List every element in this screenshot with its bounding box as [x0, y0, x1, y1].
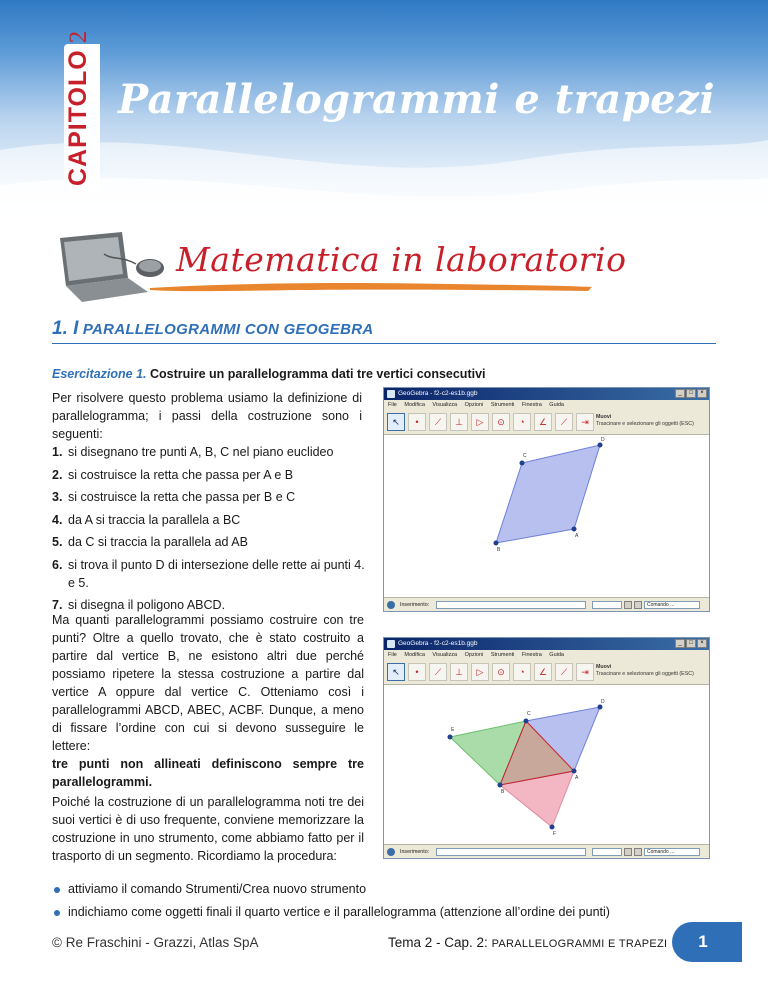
step-text: da A si traccia la parallela a BC — [68, 512, 241, 527]
point-label-e: E — [451, 727, 455, 733]
tool-bar — [384, 660, 709, 685]
input-bar — [384, 844, 709, 858]
point-label-a: A — [575, 775, 579, 781]
step-text: si disegnano tre punti A, B, C nel piano euclideo — [68, 445, 334, 459]
perpendicular-tool-icon[interactable]: ⊥ — [450, 663, 468, 681]
point-a[interactable] — [572, 527, 577, 532]
angle-tool-icon[interactable]: ∠ — [534, 663, 552, 681]
point-label-f: F — [553, 831, 557, 837]
point-label-c: C — [523, 453, 527, 459]
symbol-dropdown-icon[interactable] — [624, 601, 632, 609]
tool-hint-title: Muovi — [596, 664, 612, 670]
geogebra-app-icon — [387, 640, 395, 648]
step-number: 2. — [52, 467, 63, 482]
step-item — [52, 511, 368, 534]
chapter-label-text: CAPITOLO — [64, 49, 92, 186]
symbol-select[interactable] — [592, 601, 622, 609]
tool-hint-text: Trascinare e selezionare gli oggetti (ESC) — [596, 671, 694, 677]
window-title: GeoGebra - f2-c2-es1b.ggb — [398, 390, 478, 397]
window-titlebar — [384, 388, 709, 400]
arc-tool-icon[interactable]: ◔ — [513, 413, 531, 431]
input-label: Inserimento: — [400, 602, 430, 608]
move-tool-icon[interactable]: ↖ — [387, 663, 405, 681]
circle-tool-icon[interactable]: ⊙ — [492, 663, 510, 681]
command-select[interactable]: Comando ... — [644, 848, 700, 856]
tool-hint — [596, 414, 694, 428]
menu-visualizza[interactable]: Visualizza — [432, 402, 458, 408]
close-button[interactable]: × — [697, 389, 707, 398]
menu-file[interactable]: File — [388, 402, 397, 408]
bullet-dot — [54, 887, 60, 893]
point-tool-icon[interactable]: • — [408, 663, 426, 681]
menu-opzioni[interactable]: Opzioni — [464, 402, 484, 408]
maximize-button[interactable]: □ — [686, 389, 696, 398]
point-label-d: D — [601, 437, 605, 443]
footer-chapter-title: PARALLELOGRAMMI E TRAPEZI — [491, 938, 668, 950]
point-f[interactable] — [550, 825, 555, 830]
symbol-dropdown-icon[interactable] — [624, 848, 632, 856]
geogebra-window-1 — [383, 387, 710, 612]
step-number: 4. — [52, 512, 63, 527]
tool-hint — [596, 664, 694, 678]
laptop-mouse-photo — [52, 226, 170, 308]
bullet-text: attiviamo il comando Strumenti/Crea nuovo strumento — [68, 882, 367, 896]
input-help-icon[interactable] — [387, 848, 395, 856]
point-d[interactable] — [598, 443, 603, 448]
line-tool-icon[interactable]: ⟋ — [429, 413, 447, 431]
arc-tool-icon[interactable]: ◔ — [513, 663, 531, 681]
step-number: 1. — [52, 445, 63, 459]
lab-underline-stroke — [150, 280, 592, 294]
maximize-button[interactable]: □ — [686, 639, 696, 648]
chapter-label — [60, 29, 96, 186]
point-label-c: C — [527, 711, 531, 717]
bullet-dot — [54, 910, 60, 916]
point-b[interactable] — [494, 541, 499, 546]
minimize-button[interactable]: _ — [675, 639, 685, 648]
section-number: 1. I — [52, 318, 79, 339]
greek-dropdown-icon[interactable] — [634, 848, 642, 856]
procedure-bullets — [52, 880, 610, 926]
step-text: si costruisce la retta che passa per B e C — [68, 490, 296, 504]
conclusion-bold: tre punti non allineati definiscono sempre tre parallelogrammi. — [52, 757, 364, 789]
tool-hint-title: Muovi — [596, 414, 612, 420]
tool-bar — [384, 410, 709, 435]
step-item — [52, 556, 368, 596]
parallelogram-abcd — [496, 445, 600, 543]
perpendicular-tool-icon[interactable]: ⊥ — [450, 413, 468, 431]
menu-modifica[interactable]: Modifica — [404, 402, 425, 408]
intro-paragraph: Per risolvere questo problema usiamo la definizione di parallelogramma; i passi della costruzione sono i seguenti: — [52, 391, 362, 441]
command-select[interactable]: Comando ... — [644, 601, 700, 609]
line-tool-icon[interactable]: ⟋ — [429, 663, 447, 681]
slider-tool-icon[interactable]: ⇥ — [576, 663, 594, 681]
slider-tool-icon[interactable]: ⇥ — [576, 413, 594, 431]
graphics-view[interactable] — [384, 685, 709, 845]
point-tool-icon[interactable]: • — [408, 413, 426, 431]
graphics-view[interactable] — [384, 435, 709, 597]
footer-copyright: © Re Fraschini - Grazzi, Atlas SpA — [52, 935, 259, 950]
exercise-title: Costruire un parallelogramma dati tre vertici consecutivi — [149, 367, 486, 381]
step-number: 5. — [52, 535, 63, 549]
parallelogram-count-paragraph — [52, 611, 364, 791]
paragraph2-text: Ma quanti parallelogrammi possiamo costruire con tre punti? Oltre a quello trovato, che è stato costruito a partire dal vertice B, ne esistono altri due perché possiamo ripetere la stessa costruzione a partire dal vertice A oppure dal vertice C. Otteniamo così i parallelogrammi ABCD, ABEC, ACBF. Dunque, a meno di fissare l’ordine con cui si devono susseguire le lettere: — [52, 613, 364, 753]
close-button[interactable]: × — [697, 639, 707, 648]
menu-strumenti[interactable]: Strumenti — [490, 652, 515, 658]
step-item — [52, 466, 368, 489]
window-buttons — [675, 389, 707, 398]
menu-bar — [384, 650, 709, 660]
input-label: Inserimento: — [400, 849, 430, 855]
section-title: PARALLELOGRAMMI CON GEOGEBRA — [82, 321, 374, 338]
window-titlebar — [384, 638, 709, 650]
circle-tool-icon[interactable]: ⊙ — [492, 413, 510, 431]
point-label-b: B — [501, 789, 505, 795]
angle-tool-icon[interactable]: ∠ — [534, 413, 552, 431]
menu-opzioni[interactable]: Opzioni — [464, 652, 484, 658]
reflect-tool-icon[interactable]: ⟋ — [555, 663, 573, 681]
step-number: 3. — [52, 490, 63, 504]
menu-finestra[interactable]: Finestra — [521, 652, 542, 658]
construction-steps — [52, 443, 368, 618]
menu-strumenti[interactable]: Strumenti — [490, 402, 515, 408]
menu-file[interactable]: File — [388, 652, 397, 658]
input-bar — [384, 597, 709, 611]
menu-guida[interactable]: Guida — [549, 402, 564, 408]
input-help-icon[interactable] — [387, 601, 395, 609]
symbol-select[interactable] — [592, 848, 622, 856]
point-e[interactable] — [448, 735, 453, 740]
tool-hint-text: Trascinare e selezionare gli oggetti (ESC) — [596, 421, 694, 427]
step-item — [52, 488, 368, 511]
window-title: GeoGebra - f2-c2-es1b.ggb — [398, 640, 478, 647]
polygon-tool-icon[interactable]: ▷ — [471, 663, 489, 681]
point-label-a: A — [575, 533, 579, 539]
menu-modifica[interactable]: Modifica — [404, 652, 425, 658]
step-number: 7. — [52, 597, 63, 612]
window-buttons — [675, 639, 707, 648]
point-d[interactable] — [598, 705, 603, 710]
page-number: 1 — [672, 922, 742, 962]
step-item — [52, 533, 368, 556]
step-text: si costruisce la retta che passa per A e B — [68, 467, 294, 482]
point-label-b: B — [497, 547, 501, 553]
point-label-d: D — [601, 699, 605, 705]
bullet-item — [52, 903, 610, 926]
step-text: si disegna il poligono ABCD. — [68, 597, 226, 612]
menu-visualizza[interactable]: Visualizza — [432, 652, 458, 658]
menu-guida[interactable]: Guida — [549, 652, 564, 658]
greek-dropdown-icon[interactable] — [634, 601, 642, 609]
move-tool-icon[interactable]: ↖ — [387, 413, 405, 431]
step-text: si trova il punto D di intersezione delle rette ai punti 4. e 5. — [68, 557, 365, 590]
bullet-item — [52, 880, 610, 903]
reflect-tool-icon[interactable]: ⟋ — [555, 413, 573, 431]
chapter-title: Parallelogrammi e trapezi — [118, 76, 716, 123]
geogebra-window-2 — [383, 637, 710, 859]
point-c[interactable] — [524, 719, 529, 724]
geogebra-app-icon — [387, 390, 395, 398]
point-a[interactable] — [572, 769, 577, 774]
menu-finestra[interactable]: Finestra — [521, 402, 542, 408]
bullet-text: indichiamo come oggetti finali il quarto vertice e il parallelogramma (attenzione all’ordine dei punti) — [68, 905, 610, 919]
input-field[interactable] — [436, 848, 586, 856]
menu-bar — [384, 400, 709, 410]
exercise-label: Esercitazione 1. — [52, 367, 147, 381]
point-b[interactable] — [498, 783, 503, 788]
step-item — [52, 443, 368, 466]
step-number: 6. — [52, 557, 63, 572]
section-heading — [52, 318, 716, 344]
chapter-number: 2 — [65, 29, 92, 44]
input-field[interactable] — [436, 601, 586, 609]
tool-paragraph: Poiché la costruzione di un parallelogramma noti tre dei suoi vertici è di uso frequente, conviene memorizzare la costruzione in uno strumento, come abbiamo fatto per il trasporto di un segmento. Ricordiamo la procedura: — [52, 795, 364, 863]
minimize-button[interactable]: _ — [675, 389, 685, 398]
polygon-tool-icon[interactable]: ▷ — [471, 413, 489, 431]
point-c[interactable] — [520, 461, 525, 466]
footer-chapter-prefix: Tema 2 - Cap. 2: — [388, 935, 488, 950]
footer-chapter — [388, 935, 667, 950]
step-text: da C si traccia la parallela ad AB — [68, 535, 248, 549]
exercise-heading — [52, 367, 486, 381]
lab-title: Matematica in laboratorio — [176, 240, 627, 279]
